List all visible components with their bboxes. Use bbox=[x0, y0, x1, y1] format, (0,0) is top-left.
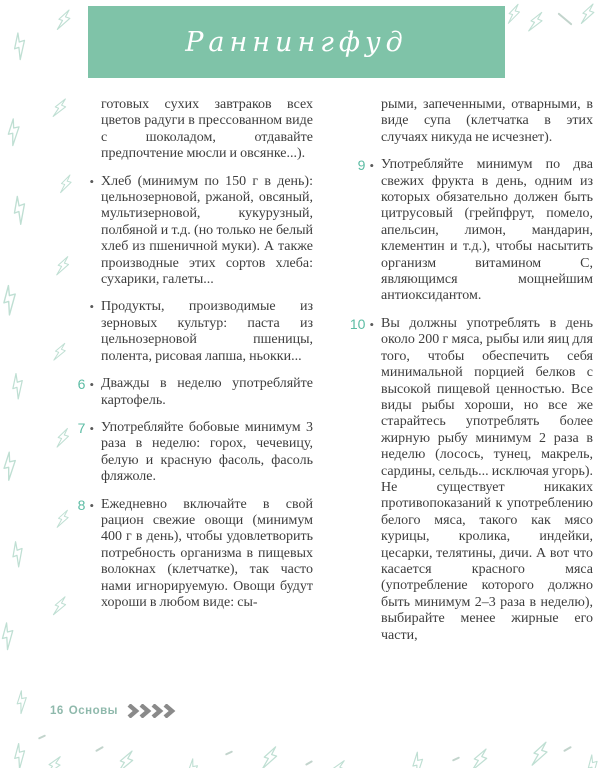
lightning-bolt-icon bbox=[528, 738, 552, 768]
item-text: рыми, запеченными, отварными, в виде супа (клетчатка в этих случаях никуда не исчезнет). bbox=[381, 97, 593, 145]
bullet-dot-icon: • bbox=[89, 420, 94, 436]
lightning-bolt-icon bbox=[408, 750, 427, 768]
item-number-value: 7 bbox=[77, 419, 86, 436]
lightning-bolt-icon bbox=[0, 620, 19, 651]
footer bbox=[50, 704, 179, 718]
list-item bbox=[346, 97, 593, 146]
lightning-bolt-icon bbox=[3, 117, 24, 148]
lightning-bolt-icon bbox=[8, 30, 32, 62]
item-number bbox=[66, 497, 101, 612]
item-number bbox=[66, 420, 101, 486]
title-banner bbox=[88, 6, 505, 78]
item-text: готовых сухих завтраков всех цветов радуги в прессованном виде с шоколадом, отдавайте предпочтение мюсли и овсянке...). bbox=[101, 97, 313, 162]
section-label: Основы bbox=[68, 705, 118, 717]
bullet-dot-icon: • bbox=[369, 316, 374, 332]
item-number bbox=[346, 316, 381, 644]
lightning-bolt-icon bbox=[583, 753, 602, 768]
bullet-dot-icon: • bbox=[369, 158, 374, 174]
list-item bbox=[66, 97, 313, 163]
lightning-bolt-icon bbox=[13, 689, 31, 715]
page-number: 16 bbox=[50, 705, 64, 717]
dash-mark-icon bbox=[452, 756, 460, 761]
item-number-value: 10 bbox=[349, 315, 366, 332]
item-text: Употребляйте минимум по два свежих фрукта в день, одним из которых обязательно должен быть цитрусовый (грейпфрут, помело, апельсин, лимон, мандарин, клементин и т.д.), чтобы насытить организм витамином С, являющимся мощнейшим антиоксидантом. bbox=[381, 157, 593, 304]
dash-mark-icon bbox=[305, 760, 313, 766]
chevrons-right-icon bbox=[127, 704, 179, 718]
lightning-bolt-icon bbox=[54, 7, 74, 34]
dash-mark-icon bbox=[563, 746, 572, 752]
bullet-dot-icon: • bbox=[89, 299, 94, 315]
lightning-bolt-icon bbox=[184, 757, 202, 768]
dash-mark-icon bbox=[557, 12, 572, 25]
lightning-bolt-icon bbox=[114, 747, 137, 768]
lightning-bolt-icon bbox=[0, 283, 22, 317]
lightning-bolt-icon bbox=[259, 743, 282, 768]
dash-mark-icon bbox=[95, 746, 104, 752]
bullet-dot-icon: • bbox=[89, 497, 94, 513]
lightning-bolt-icon bbox=[578, 1, 598, 28]
item-bullet bbox=[66, 299, 101, 365]
lightning-bolt-icon bbox=[6, 539, 29, 569]
item-text: Вы должны употреблять в день около 200 г мяса, рыбы или яиц для того, чтобы обеспечить себя минимальной порцией белков с высокой пищевой ценностью. Все виды рыбы хороши, но все же старайтесь употреблять более жирную рыбу минимум 2 раза в неделю (лосось, тунец, макрель, сардины, сельдь... исключая угорь). Не существует никаких противопоказаний к употреблению белого мяса, такого как мясо курицы, кролика, индейки, цесарки, телятины, дичи. А вот что касается красного мяса (употребление которого должно быть минимум 2–3 раза в неделю), выбирайте менее жирные его части, bbox=[381, 315, 593, 643]
dash-mark-icon bbox=[225, 750, 233, 755]
bullet-dot-icon: • bbox=[89, 173, 94, 189]
lightning-bolt-icon bbox=[468, 745, 491, 768]
page-title: Раннингфуд bbox=[185, 26, 408, 58]
lightning-bolt-icon bbox=[0, 450, 21, 482]
list-item bbox=[66, 420, 313, 486]
left-column bbox=[66, 97, 313, 655]
item-text: Ежедневно включайте в свой рацион свежие овощи (минимум 400 г в день), чтобы удовлетворить потребность организма в пищевых волокнах (клетчатке), так часто нами игнорируемую. Овощи будут хороши в любом виде: сы- bbox=[101, 496, 313, 610]
list-item bbox=[346, 157, 593, 305]
item-bullet bbox=[346, 97, 381, 146]
bullet-dot-icon: • bbox=[89, 377, 94, 393]
content bbox=[66, 97, 593, 655]
item-text: Употребляйте бобовые минимум 3 раза в неделю: горох, чечевицу, белую и красную фасоль, фасоль фляжоле. bbox=[101, 419, 313, 485]
lightning-bolt-icon bbox=[9, 741, 31, 768]
item-number-value: 9 bbox=[357, 157, 366, 174]
item-number bbox=[66, 376, 101, 409]
item-number-value: 8 bbox=[77, 496, 86, 513]
lightning-bolt-icon bbox=[7, 193, 33, 226]
list-item bbox=[66, 497, 313, 612]
item-bullet bbox=[66, 174, 101, 289]
list-item bbox=[66, 299, 313, 365]
item-text: Продукты, производимые из зерновых культур: паста из цельнозерновой пшеницы, полента, рисовая лапша, ньокки... bbox=[101, 299, 313, 364]
right-column bbox=[346, 97, 593, 655]
lightning-bolt-icon bbox=[7, 371, 30, 401]
lightning-bolt-icon bbox=[525, 8, 547, 35]
list-item bbox=[66, 174, 313, 289]
list-item bbox=[346, 316, 593, 644]
lightning-bolt-icon bbox=[43, 752, 65, 768]
item-bullet bbox=[66, 97, 101, 163]
item-text: Дважды в неделю употребляйте картофель. bbox=[101, 376, 313, 408]
item-number bbox=[346, 157, 381, 305]
item-number-value: 6 bbox=[77, 376, 86, 393]
lightning-bolt-icon bbox=[505, 2, 523, 27]
dash-mark-icon bbox=[38, 734, 46, 739]
item-text: Хлеб (минимум по 150 г в день): цельнозерновой, ржаной, овсяный, мультизерновой, кукурузный, полбяной и т.д. (но только не белый хлеб из пшеничной муки). А также производные этих сортов хлеба: сухарики, галеты... bbox=[101, 173, 313, 288]
lightning-bolt-icon bbox=[327, 756, 349, 768]
list-item bbox=[66, 376, 313, 409]
